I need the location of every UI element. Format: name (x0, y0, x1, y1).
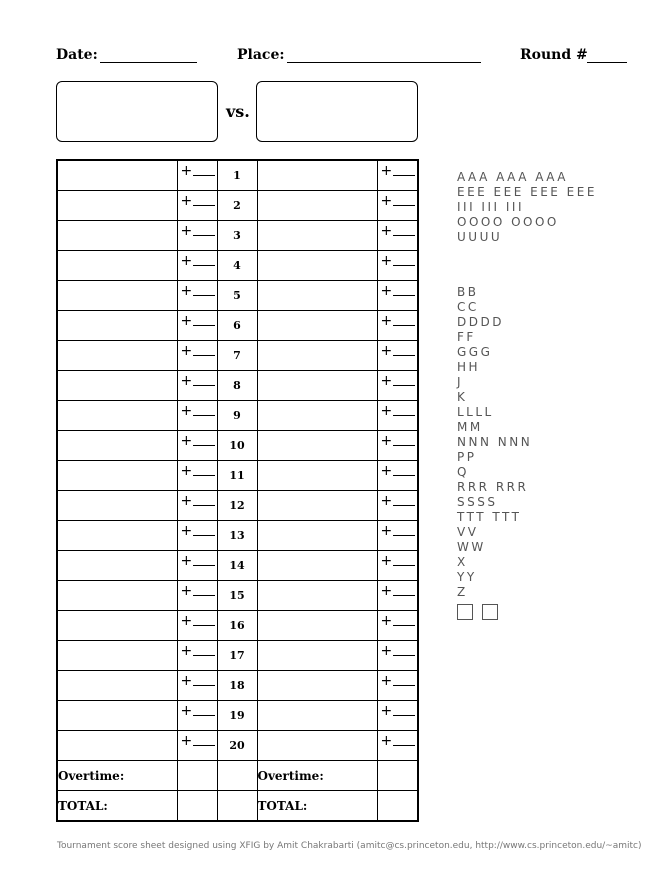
plus-sign: + (180, 643, 193, 659)
tile-line: SSSS (457, 495, 498, 509)
tile-line: III III III (457, 200, 524, 214)
turn-row (57, 191, 418, 221)
player2-play-cell[interactable] (257, 221, 377, 251)
plus-sign: + (180, 163, 193, 179)
turn-number: 5 (217, 281, 257, 311)
score-line (393, 415, 415, 416)
plus-sign: + (180, 193, 193, 209)
score-line (193, 325, 215, 326)
player2-play-cell[interactable] (257, 731, 377, 761)
plus-sign: + (380, 733, 393, 749)
score-line (393, 595, 415, 596)
plus-sign: + (380, 313, 393, 329)
overtime-spacer-cell (217, 761, 257, 791)
turn-row (57, 281, 418, 311)
turn-number: 11 (217, 461, 257, 491)
plus-sign: + (180, 403, 193, 419)
turn-row (57, 251, 418, 281)
player1-play-cell[interactable] (57, 371, 177, 401)
score-line (193, 235, 215, 236)
player1-play-cell[interactable] (57, 731, 177, 761)
player1-play-cell[interactable] (57, 191, 177, 221)
score-line (193, 205, 215, 206)
score-line (393, 535, 415, 536)
score-table (56, 159, 419, 822)
score-line (193, 685, 215, 686)
tile-line: OOOO OOOO (457, 215, 559, 229)
score-line (393, 265, 415, 266)
player1-score-cell[interactable] (177, 671, 217, 701)
tile-line: LLLL (457, 405, 494, 419)
tile-line: K (457, 390, 468, 404)
turn-row (57, 461, 418, 491)
score-line (193, 385, 215, 386)
total-row (57, 791, 418, 822)
player1-play-cell[interactable] (57, 341, 177, 371)
player1-play-cell[interactable] (57, 160, 177, 191)
plus-sign: + (380, 583, 393, 599)
total-spacer-cell (217, 791, 257, 822)
tile-line: CC (457, 300, 479, 314)
player2-score-cell[interactable] (377, 581, 418, 611)
tile-line: Z (457, 585, 468, 599)
player2-score-cell[interactable] (377, 671, 418, 701)
tile-line: UUUU (457, 230, 503, 244)
player1-score-cell[interactable] (177, 191, 217, 221)
turn-number: 18 (217, 671, 257, 701)
player1-play-cell[interactable] (57, 641, 177, 671)
turn-number: 4 (217, 251, 257, 281)
score-line (393, 235, 415, 236)
player1-score-cell[interactable] (177, 311, 217, 341)
plus-sign: + (180, 733, 193, 749)
vs-label: vs. (226, 102, 250, 121)
turn-row (57, 551, 418, 581)
plus-sign: + (380, 613, 393, 629)
turn-number: 10 (217, 431, 257, 461)
turn-row (57, 341, 418, 371)
player2-score-cell[interactable] (377, 281, 418, 311)
score-line (193, 715, 215, 716)
player1-score-cell[interactable] (177, 641, 217, 671)
plus-sign: + (380, 433, 393, 449)
player2-score-cell[interactable] (377, 461, 418, 491)
player1-total-cell[interactable] (177, 791, 217, 822)
plus-sign: + (380, 553, 393, 569)
player1-play-cell[interactable] (57, 431, 177, 461)
tile-line: AAA AAA AAA (457, 170, 569, 184)
player1-score-cell[interactable] (177, 581, 217, 611)
score-line (193, 625, 215, 626)
blank-tile-1 (457, 604, 473, 620)
score-line (393, 205, 415, 206)
turn-number: 8 (217, 371, 257, 401)
plus-sign: + (380, 283, 393, 299)
round-field[interactable] (587, 62, 627, 63)
player2-play-cell[interactable] (257, 521, 377, 551)
player1-total-label: TOTAL: (57, 791, 177, 822)
score-line (193, 445, 215, 446)
player1-score-cell[interactable] (177, 461, 217, 491)
player2-score-cell[interactable] (377, 401, 418, 431)
score-line (193, 505, 215, 506)
player2-play-cell[interactable] (257, 371, 377, 401)
score-line (193, 295, 215, 296)
player2-score-cell[interactable] (377, 311, 418, 341)
player1-score-cell[interactable] (177, 431, 217, 461)
plus-sign: + (180, 493, 193, 509)
player2-play-cell[interactable] (257, 431, 377, 461)
tile-line: NNN NNN (457, 435, 533, 449)
turn-row (57, 431, 418, 461)
turn-row (57, 671, 418, 701)
player2-score-cell[interactable] (377, 521, 418, 551)
player2-play-cell[interactable] (257, 611, 377, 641)
player2-overtime-cell[interactable] (377, 761, 418, 791)
tile-line: GGG (457, 345, 493, 359)
score-line (393, 505, 415, 506)
plus-sign: + (180, 313, 193, 329)
tile-line: DDDD (457, 315, 504, 329)
plus-sign: + (380, 343, 393, 359)
player2-name-box[interactable] (256, 81, 418, 142)
player2-score-cell[interactable] (377, 701, 418, 731)
player1-score-cell[interactable] (177, 341, 217, 371)
tile-line: J (457, 375, 464, 389)
date-field[interactable] (100, 62, 197, 63)
player2-score-cell[interactable] (377, 160, 418, 191)
plus-sign: + (380, 493, 393, 509)
tile-line: RRR RRR (457, 480, 529, 494)
player1-play-cell[interactable] (57, 581, 177, 611)
player2-score-cell[interactable] (377, 341, 418, 371)
player2-score-cell[interactable] (377, 251, 418, 281)
player2-score-cell[interactable] (377, 491, 418, 521)
plus-sign: + (380, 673, 393, 689)
tile-line: YY (457, 570, 477, 584)
plus-sign: + (380, 703, 393, 719)
score-line (193, 475, 215, 476)
player2-total-label: TOTAL: (257, 791, 377, 822)
score-line (393, 445, 415, 446)
player1-score-cell[interactable] (177, 160, 217, 191)
player1-play-cell[interactable] (57, 521, 177, 551)
score-line (393, 355, 415, 356)
player2-play-cell[interactable] (257, 671, 377, 701)
player2-play-cell[interactable] (257, 551, 377, 581)
player2-play-cell[interactable] (257, 341, 377, 371)
tile-line: Q (457, 465, 469, 479)
tile-line: FF (457, 330, 476, 344)
player2-play-cell[interactable] (257, 160, 377, 191)
turn-row (57, 401, 418, 431)
plus-sign: + (380, 523, 393, 539)
player1-score-cell[interactable] (177, 401, 217, 431)
player1-overtime-label: Overtime: (57, 761, 177, 791)
plus-sign: + (180, 463, 193, 479)
player1-play-cell[interactable] (57, 671, 177, 701)
blank-tile-2 (482, 604, 498, 620)
tile-line: X (457, 555, 468, 569)
turn-number: 12 (217, 491, 257, 521)
player2-play-cell[interactable] (257, 701, 377, 731)
player1-play-cell[interactable] (57, 701, 177, 731)
player1-play-cell[interactable] (57, 281, 177, 311)
turn-row (57, 311, 418, 341)
player1-score-cell[interactable] (177, 521, 217, 551)
player2-score-cell[interactable] (377, 221, 418, 251)
tile-line: VV (457, 525, 479, 539)
player2-play-cell[interactable] (257, 581, 377, 611)
turn-row (57, 371, 418, 401)
turn-number: 19 (217, 701, 257, 731)
player1-play-cell[interactable] (57, 311, 177, 341)
plus-sign: + (180, 703, 193, 719)
player2-play-cell[interactable] (257, 281, 377, 311)
score-line (193, 175, 215, 176)
score-line (393, 715, 415, 716)
player2-score-cell[interactable] (377, 551, 418, 581)
date-label: Date: (56, 47, 98, 63)
player1-play-cell[interactable] (57, 401, 177, 431)
plus-sign: + (180, 583, 193, 599)
turn-row (57, 611, 418, 641)
tile-line: BB (457, 285, 479, 299)
round-label: Round # (520, 47, 588, 63)
turn-number: 1 (217, 160, 257, 191)
turn-row (57, 160, 418, 191)
turn-number: 9 (217, 401, 257, 431)
score-line (193, 565, 215, 566)
tile-line: HH (457, 360, 481, 374)
place-field[interactable] (287, 62, 481, 63)
plus-sign: + (380, 163, 393, 179)
plus-sign: + (380, 463, 393, 479)
plus-sign: + (380, 193, 393, 209)
score-line (393, 475, 415, 476)
score-line (393, 325, 415, 326)
turn-number: 15 (217, 581, 257, 611)
plus-sign: + (180, 223, 193, 239)
plus-sign: + (180, 343, 193, 359)
player1-score-cell[interactable] (177, 371, 217, 401)
score-line (393, 685, 415, 686)
plus-sign: + (380, 253, 393, 269)
player2-score-cell[interactable] (377, 731, 418, 761)
plus-sign: + (180, 253, 193, 269)
turn-row (57, 701, 418, 731)
overtime-row (57, 761, 418, 791)
turn-row (57, 731, 418, 761)
player1-play-cell[interactable] (57, 461, 177, 491)
tile-line: TTT TTT (457, 510, 522, 524)
score-line (193, 265, 215, 266)
player1-score-cell[interactable] (177, 551, 217, 581)
plus-sign: + (380, 403, 393, 419)
player1-score-cell[interactable] (177, 221, 217, 251)
player2-play-cell[interactable] (257, 461, 377, 491)
score-line (393, 385, 415, 386)
tile-line: PP (457, 450, 477, 464)
player2-score-cell[interactable] (377, 641, 418, 671)
score-line (393, 565, 415, 566)
turn-row (57, 641, 418, 671)
footer-credit: Tournament score sheet designed using XFIG by Amit Chakrabarti (amitc@cs.princeton.edu, http://www.cs.princeton.edu/~amitc) (57, 841, 642, 851)
score-line (193, 745, 215, 746)
turn-number: 16 (217, 611, 257, 641)
player1-score-cell[interactable] (177, 731, 217, 761)
player1-play-cell[interactable] (57, 491, 177, 521)
player1-play-cell[interactable] (57, 221, 177, 251)
turn-number: 13 (217, 521, 257, 551)
score-line (193, 595, 215, 596)
turn-number: 2 (217, 191, 257, 221)
consonant-tracker (457, 285, 532, 600)
player1-score-cell[interactable] (177, 611, 217, 641)
turn-row (57, 581, 418, 611)
plus-sign: + (180, 283, 193, 299)
turn-number: 20 (217, 731, 257, 761)
player1-score-cell[interactable] (177, 701, 217, 731)
player2-play-cell[interactable] (257, 491, 377, 521)
plus-sign: + (180, 673, 193, 689)
score-line (193, 535, 215, 536)
player2-overtime-label: Overtime: (257, 761, 377, 791)
player2-score-cell[interactable] (377, 191, 418, 221)
turn-number: 14 (217, 551, 257, 581)
score-line (393, 295, 415, 296)
player1-play-cell[interactable] (57, 251, 177, 281)
turn-row (57, 491, 418, 521)
tile-line: WW (457, 540, 486, 554)
plus-sign: + (180, 523, 193, 539)
turn-number: 6 (217, 311, 257, 341)
tile-line: MM (457, 420, 483, 434)
player1-play-cell[interactable] (57, 611, 177, 641)
player2-score-cell[interactable] (377, 431, 418, 461)
turn-row (57, 521, 418, 551)
plus-sign: + (180, 553, 193, 569)
plus-sign: + (180, 613, 193, 629)
plus-sign: + (380, 373, 393, 389)
player1-play-cell[interactable] (57, 551, 177, 581)
score-line (193, 415, 215, 416)
plus-sign: + (380, 223, 393, 239)
score-line (393, 175, 415, 176)
player2-play-cell[interactable] (257, 641, 377, 671)
turn-number: 17 (217, 641, 257, 671)
plus-sign: + (180, 433, 193, 449)
player2-score-cell[interactable] (377, 371, 418, 401)
vowel-tracker (457, 170, 597, 245)
player1-score-cell[interactable] (177, 491, 217, 521)
player2-score-cell[interactable] (377, 611, 418, 641)
plus-sign: + (380, 643, 393, 659)
turn-number: 7 (217, 341, 257, 371)
place-label: Place: (237, 47, 285, 63)
turn-number: 3 (217, 221, 257, 251)
player2-play-cell[interactable] (257, 401, 377, 431)
player1-score-cell[interactable] (177, 251, 217, 281)
score-line (193, 655, 215, 656)
player2-play-cell[interactable] (257, 251, 377, 281)
player2-play-cell[interactable] (257, 191, 377, 221)
score-line (193, 355, 215, 356)
player2-play-cell[interactable] (257, 311, 377, 341)
player1-score-cell[interactable] (177, 281, 217, 311)
plus-sign: + (180, 373, 193, 389)
player2-total-cell[interactable] (377, 791, 418, 822)
score-line (393, 655, 415, 656)
score-line (393, 625, 415, 626)
score-line (393, 745, 415, 746)
tile-line: EEE EEE EEE EEE (457, 185, 597, 199)
turn-row (57, 221, 418, 251)
player1-overtime-cell[interactable] (177, 761, 217, 791)
player1-name-box[interactable] (56, 81, 218, 142)
